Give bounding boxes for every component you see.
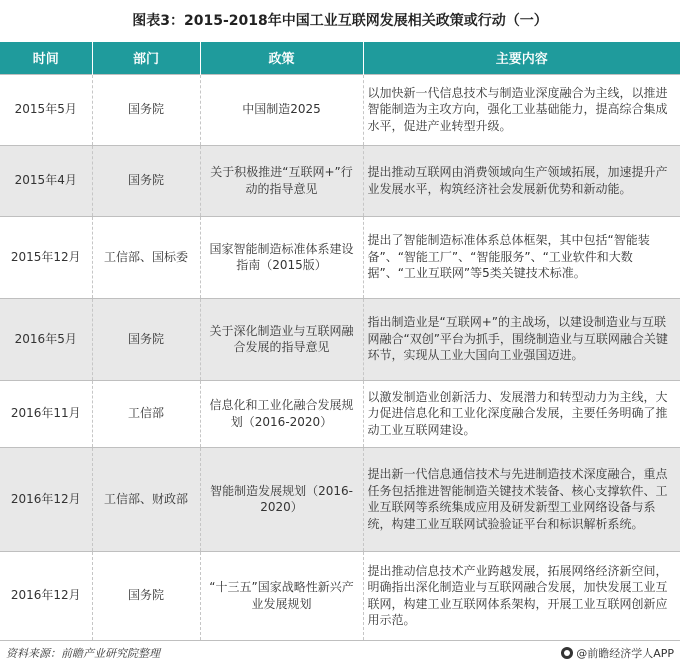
cell-content: 以激发制造业创新活力、发展潜力和转型动力为主线，大力促进信息化和工业化深度融合发展，主要任务明确了推动工业互联网建设。 [363,380,680,447]
cell-policy: “十三五”国家战略性新兴产业发展规划 [200,551,363,640]
brand-credit [561,645,674,661]
cell-dept: 工信部、财政部 [92,447,200,551]
cell-content: 指出制造业是“互联网+”的主战场，以建设制造业与互联网融合“双创”平台为抓手，围绕制造业与互联网融合关键环节，实现从工业大国向工业强国迈进。 [363,298,680,380]
cell-content: 以加快新一代信息技术与制造业深度融合为主线，以推进智能制造为主攻方向，强化工业基础能力，提高综合集成水平，促进产业转型升级。 [363,74,680,145]
table-row [0,551,680,640]
cell-dept: 国务院 [92,551,200,640]
source-note: 资料来源：前瞻产业研究院整理 [6,647,160,660]
header-time: 时间 [0,42,92,74]
table-header-row [0,42,680,74]
cell-time: 2016年11月 [0,380,92,447]
cell-content: 提出推动互联网由消费领域向生产领域拓展，加速提升产业发展水平，构筑经济社会发展新优势和新动能。 [363,145,680,216]
cell-dept: 国务院 [92,74,200,145]
table-row [0,216,680,298]
cell-content: 提出新一代信息通信技术与先进制造技术深度融合，重点任务包括推进智能制造关键技术装备、核心支撑软件、工业互联网等系统集成应用及研发新型工业网络设备与系统，构建工业互联网试验验证平台和标识解析系统。 [363,447,680,551]
header-policy: 政策 [200,42,363,74]
cell-policy: 信息化和工业化融合发展规划（2016-2020） [200,380,363,447]
cell-dept: 工信部 [92,380,200,447]
cell-time: 2015年5月 [0,74,92,145]
cell-time: 2016年12月 [0,551,92,640]
table-row [0,298,680,380]
cell-policy: 智能制造发展规划（2016-2020） [200,447,363,551]
cell-policy: 关于深化制造业与互联网融合发展的指导意见 [200,298,363,380]
cell-content: 提出了智能制造标准体系总体框架，其中包括“智能装备”、“智能工厂”、“智能服务”、“工业软件和大数据”、“工业互联网”等5类关键技术标准。 [363,216,680,298]
table-row [0,447,680,551]
cell-time: 2015年4月 [0,145,92,216]
table-row [0,145,680,216]
policy-table [0,42,680,641]
brand-logo-icon [561,647,573,659]
cell-dept: 国务院 [92,145,200,216]
table-row [0,74,680,145]
cell-content: 提出推动信息技术产业跨越发展，拓展网络经济新空间，明确指出深化制造业与互联网融合发展，加快发展工业互联网，构建工业互联网体系架构，开展工业互联网创新应用示范。 [363,551,680,640]
header-dept: 部门 [92,42,200,74]
header-content: 主要内容 [363,42,680,74]
chart-title: 图表3：2015-2018年中国工业互联网发展相关政策或行动（一） [132,13,548,29]
brand-label: @前瞻经济学人APP [576,647,674,660]
cell-time: 2015年12月 [0,216,92,298]
cell-time: 2016年5月 [0,298,92,380]
footer [0,640,680,665]
cell-policy: 国家智能制造标准体系建设指南（2015版） [200,216,363,298]
cell-dept: 国务院 [92,298,200,380]
table-row [0,380,680,447]
cell-policy: 中国制造2025 [200,74,363,145]
cell-policy: 关于积极推进“互联网+”行动的指导意见 [200,145,363,216]
cell-dept: 工信部、国标委 [92,216,200,298]
cell-time: 2016年12月 [0,447,92,551]
